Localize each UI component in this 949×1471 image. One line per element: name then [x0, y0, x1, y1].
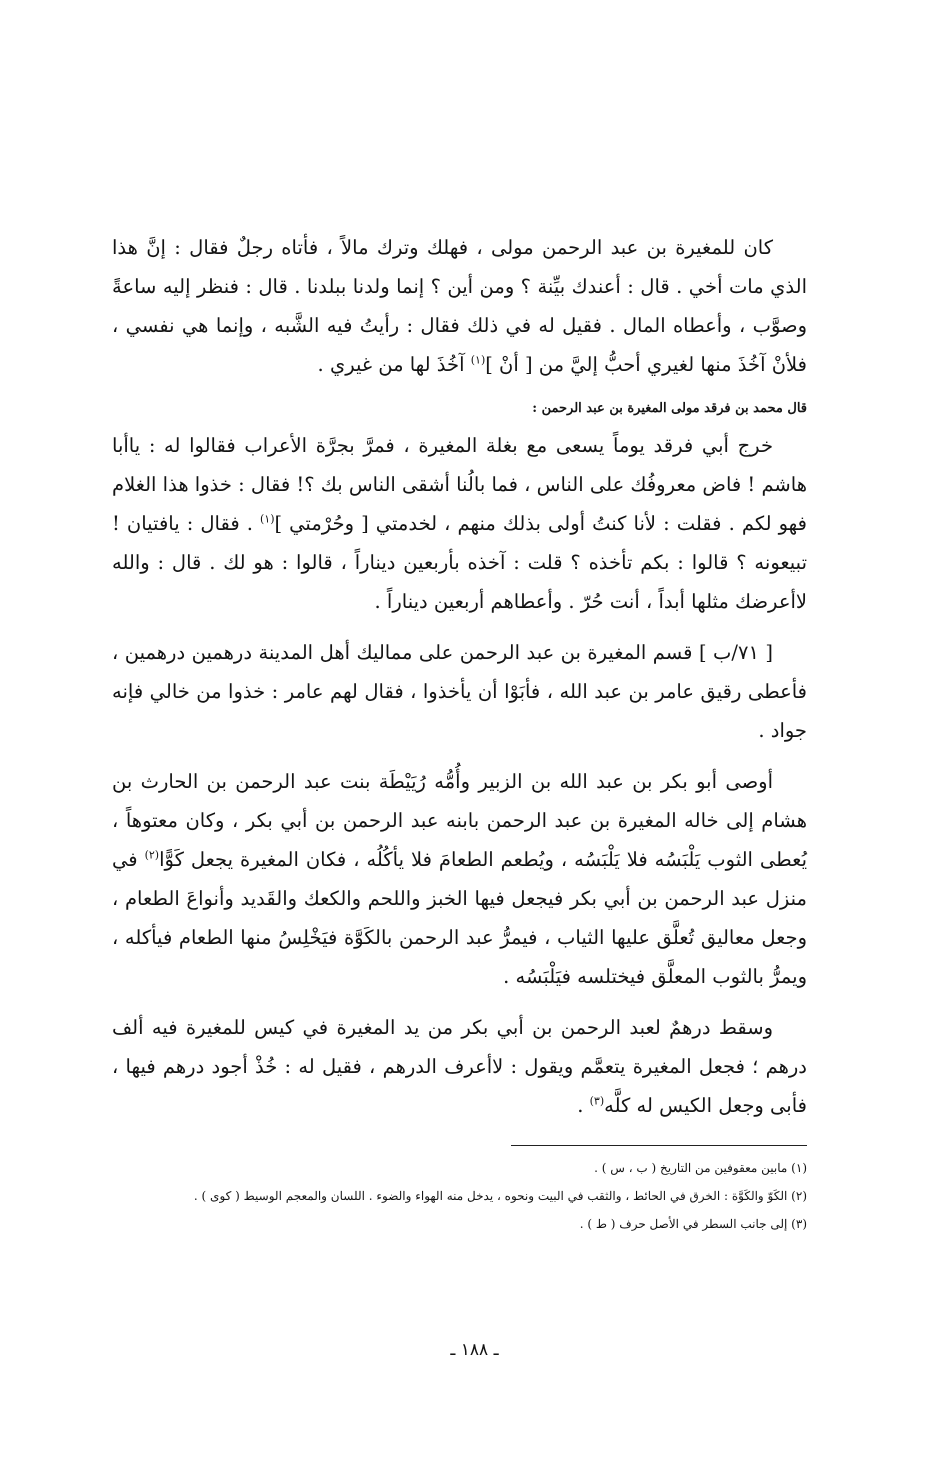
footnotes	[112, 1154, 807, 1238]
main-text	[112, 228, 807, 1137]
page-number: ـ ١٨٨ ـ	[450, 1340, 499, 1360]
paragraph-text-tail: . فقال : يافتيان ! تبيعونه ؟ قالوا : بكم تأخذه ؟ قلت : آخذه بأربعين ديناراً ، قالوا : هو لك . قال : والله لاأعرضك مثلها أبداً ، أنت حُرّ . وأعطاهم أربعين ديناراً .	[112, 512, 807, 613]
footnote-2: (٢) الكَوّ والكَوَّة : الخرق في الحائط ، والثقب في البيت ونحوه ، يدخل منه الهواء والضوء . اللسان والمعجم الوسيط ( كوى ) .	[193, 1189, 807, 1203]
paragraph-text: وسقط درهمٌ لعبد الرحمن بن أبي بكر من يد المغيرة في كيس للمغيرة فيه ألف درهم ؛ فجعل المغيرة يتعمَّم ويقول : لاأعرف الدرهم ، فقيل له : خُذْ أجود درهم فيها ، فأبى وجعل الكيس له كلَّه	[112, 1016, 807, 1117]
footnote-divider	[511, 1145, 807, 1146]
footnote-ref: (٣)	[589, 1094, 605, 1108]
footnote-ref: (٢)	[144, 848, 160, 862]
footnote-3: (٣) إلى جانب السطر في الأصل حرف ( ط ) .	[579, 1217, 807, 1231]
paragraph-text-tail: .	[577, 1094, 590, 1117]
paragraph-1	[112, 228, 807, 384]
paragraph-text: أوصى أبو بكر بن عبد الله بن الزبير وأُمُّه رُيَيْطَة بنت عبد الرحمن بن الحارث بن هشام إلى خاله المغيرة بن عبد الرحمن بابنه عبد الرحمن بن أبي بكر ، وكان معتوهاً ، يُعطى الثوب يَلْبَسُه فلا يَلْبَسُه ، ويُطعم الطعامَ فلا يأكُلُه ، فكان المغيرة يجعل كَوًّا	[112, 770, 807, 871]
paragraph-text: كان للمغيرة بن عبد الرحمن مولى ، فهلك وترك مالاً ، فأتاه رجلٌ فقال : إنَّ هذا الذي مات أخي . قال : أعندك بيِّنة ؟ ومن أين ؟ إنما ولدنا ببلدنا . قال : فنظر إليه ساعةً وصوَّب ، وأعطاه المال . فقيل له في ذلك فقال : رأيتُ فيه الشَّبه ، وإنما هي نفسي ، فلأنْ آخُذَ منها لغيري أحبُّ إليَّ من [ أنْ ]	[112, 236, 807, 376]
footnote-ref: (١)	[470, 353, 486, 367]
paragraph-2	[112, 426, 807, 621]
paragraph-4	[112, 762, 807, 996]
paragraph-3	[112, 633, 807, 750]
paragraph-5	[112, 1008, 807, 1125]
footnote-ref: (١)	[259, 512, 275, 526]
footnote-1: (١) مابين معقوفين من التاريخ ( ب ، س ) .	[594, 1161, 807, 1175]
paragraph-text-tail: في منزل عبد الرحمن بن أبي بكر فيجعل فيها الخبز واللحم والكعك والقَديد وأنواعَ الطعام ، وجعل معاليق تُعلَّق عليها الثياب ، فيمرُّ عبد الرحمن بالكَوَّة فيَخْلِسُ منها الطعام فيأكله ، ويمرُّ بالثوب المعلَّق فيختلسه فيَلْبَسُه .	[112, 848, 807, 988]
paragraph-text-tail: آخُذَ لها من غيري .	[317, 353, 471, 376]
paragraph-text: [ ٧١/ب ] قسم المغيرة بن عبد الرحمن على مماليك أهل المدينة درهمين درهمين ، فأعطى رقيق عامر بن عبد الله ، فأبَوْا أن يأخذوا ، فقال لهم عامر : خذوا من خالي فإنه جواد .	[112, 641, 807, 742]
paragraph-text: خرج أبي فرقد يوماً يسعى مع بغلة المغيرة ، فمرَّ بجرَّة الأعراب فقالوا له : ياأبا هاشم ! فاض معروفُك على الناس ، فما بالُنا أشقى الناس بك ؟! فقال : خذوا هذا الغلام فهو لكم . فقلت : لأنا كنتُ أولى بذلك منهم ، لخدمتي [ وحُرْمتي ]	[112, 434, 807, 535]
section-heading: قال محمد بن فرقد مولى المغيرة بن عبد الرحمن :	[532, 401, 807, 416]
